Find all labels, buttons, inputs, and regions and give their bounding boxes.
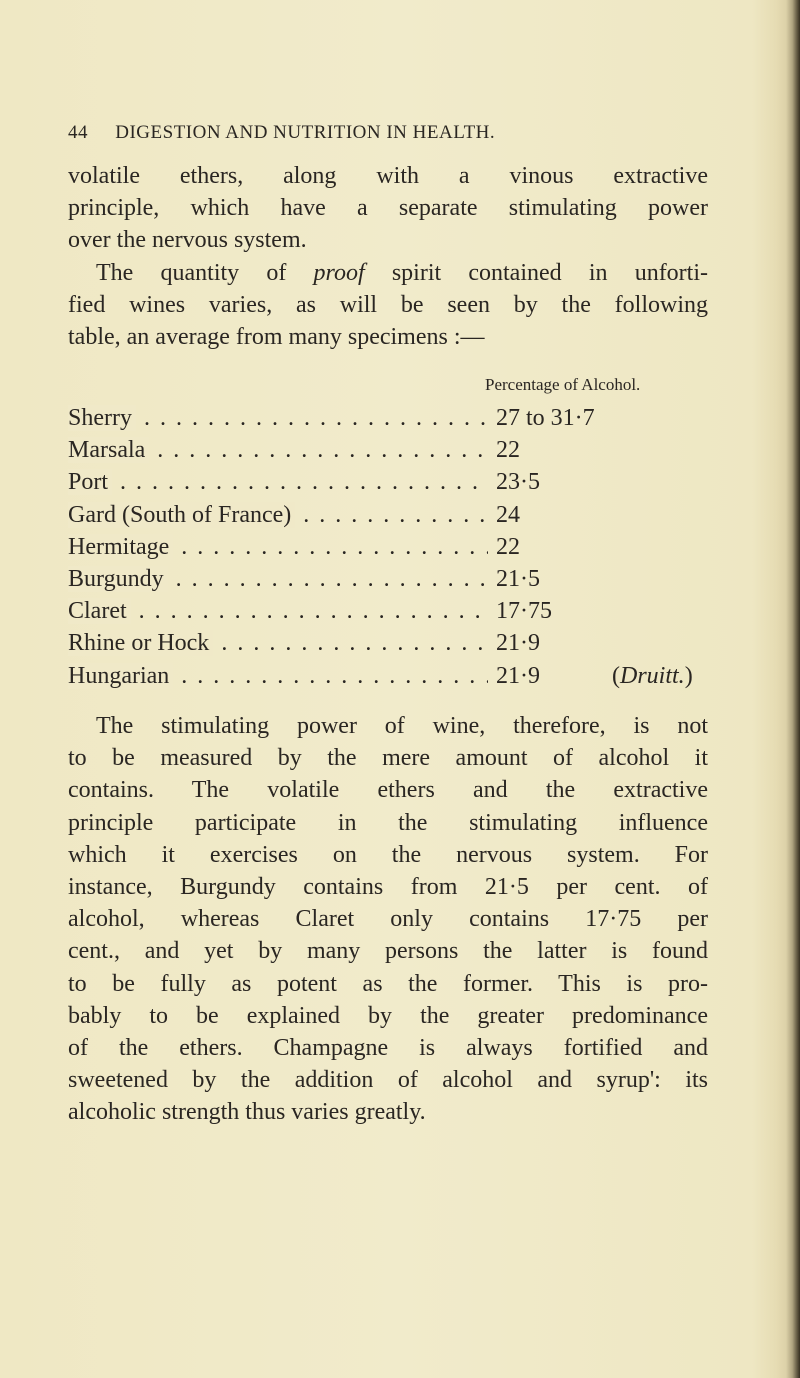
alcohol-percentage: 23·5 bbox=[496, 469, 540, 496]
text-line: instance, Burgundy contains from 21·5 per cent. of bbox=[68, 873, 708, 900]
wine-name-cell bbox=[68, 402, 488, 434]
text-line: over the nervous system. bbox=[68, 227, 307, 254]
table-row bbox=[68, 402, 758, 434]
paragraph-1 bbox=[68, 160, 708, 257]
table-row bbox=[68, 563, 758, 595]
alcohol-percentage: 22 bbox=[496, 437, 520, 464]
alcohol-percentage: 22 bbox=[496, 533, 520, 560]
page-number: 44 bbox=[68, 122, 88, 143]
table-row bbox=[68, 499, 758, 531]
text-line: of the ethers. Champagne is always fortified and bbox=[68, 1034, 708, 1061]
citation-author: Druitt. bbox=[620, 662, 685, 689]
running-head-title: DIGESTION AND NUTRITION IN HEALTH. bbox=[115, 122, 496, 143]
wine-name-cell bbox=[68, 563, 488, 595]
alcohol-percentage: 21·9 bbox=[496, 662, 540, 689]
paragraph-3 bbox=[68, 710, 708, 1128]
text-line: volatile ethers, along with a vinous extractive bbox=[68, 163, 708, 189]
text-line: principle participate in the stimulating influence bbox=[68, 809, 708, 836]
italic-word: proof bbox=[313, 259, 365, 286]
wine-name-cell bbox=[68, 531, 488, 563]
table-row bbox=[68, 595, 758, 627]
wine-name: Sherry bbox=[68, 405, 136, 431]
alcohol-percentage: 24 bbox=[496, 501, 520, 528]
text-line bbox=[68, 257, 708, 289]
text-line: bably to be explained by the greater predominance bbox=[68, 1002, 708, 1029]
wine-alcohol-table bbox=[68, 402, 758, 692]
wine-name: Gard (South of France) bbox=[68, 502, 295, 528]
source-citation: (Druitt.) bbox=[612, 662, 693, 689]
wine-name: Hermitage bbox=[68, 534, 173, 560]
wine-name: Hungarian bbox=[68, 663, 173, 689]
text-line: table, an average from many specimens :— bbox=[68, 323, 485, 350]
alcohol-percentage: 17·75 bbox=[496, 598, 552, 625]
text-line: sweetened by the addition of alcohol and syrup': its bbox=[68, 1067, 708, 1094]
text-line: fied wines varies, as will be seen by the following bbox=[68, 291, 708, 318]
text-line: which it exercises on the nervous system. For bbox=[68, 841, 708, 868]
text-line: cent., and yet by many persons the latter is found bbox=[68, 938, 708, 965]
running-head bbox=[68, 122, 688, 144]
wine-name: Rhine or Hock bbox=[68, 630, 213, 656]
table-row bbox=[68, 434, 758, 466]
alcohol-percentage: 21·9 bbox=[496, 630, 540, 657]
wine-name-cell bbox=[68, 627, 488, 659]
paragraph-2 bbox=[68, 257, 708, 354]
wine-name: Burgundy bbox=[68, 566, 168, 592]
wine-name: Marsala bbox=[68, 437, 149, 463]
text-line: contains. The volatile ethers and the extractive bbox=[68, 777, 708, 804]
table-row bbox=[68, 627, 758, 659]
alcohol-percentage: 21·5 bbox=[496, 565, 540, 592]
text-line: to be measured by the mere amount of alcohol it bbox=[68, 745, 708, 772]
wine-name: Claret bbox=[68, 598, 131, 624]
table-row bbox=[68, 660, 758, 692]
wine-name-cell bbox=[68, 466, 488, 498]
page-edge-shadow bbox=[786, 0, 800, 1378]
table-row bbox=[68, 466, 758, 498]
wine-name: Port bbox=[68, 469, 112, 495]
text-line: to be fully as potent as the former. This is pro- bbox=[68, 970, 708, 997]
wine-name-cell bbox=[68, 595, 488, 627]
text-line: alcoholic strength thus varies greatly. bbox=[68, 1099, 426, 1126]
text-line: principle, which have a separate stimulating power bbox=[68, 195, 708, 222]
text-line-with-italic: The quantity of proof spirit contained in unforti- bbox=[96, 259, 709, 286]
wine-name-cell bbox=[68, 660, 488, 692]
table-column-header: Percentage of Alcohol. bbox=[485, 375, 641, 394]
table-row bbox=[68, 531, 758, 563]
alcohol-percentage: 27 to 31·7 bbox=[496, 405, 595, 431]
text-line: alcohol, whereas Claret only contains 17·75 per bbox=[68, 906, 708, 933]
text-line: The stimulating power of wine, therefore, is not bbox=[96, 713, 708, 739]
wine-name-cell bbox=[68, 434, 488, 466]
wine-name-cell bbox=[68, 499, 488, 531]
